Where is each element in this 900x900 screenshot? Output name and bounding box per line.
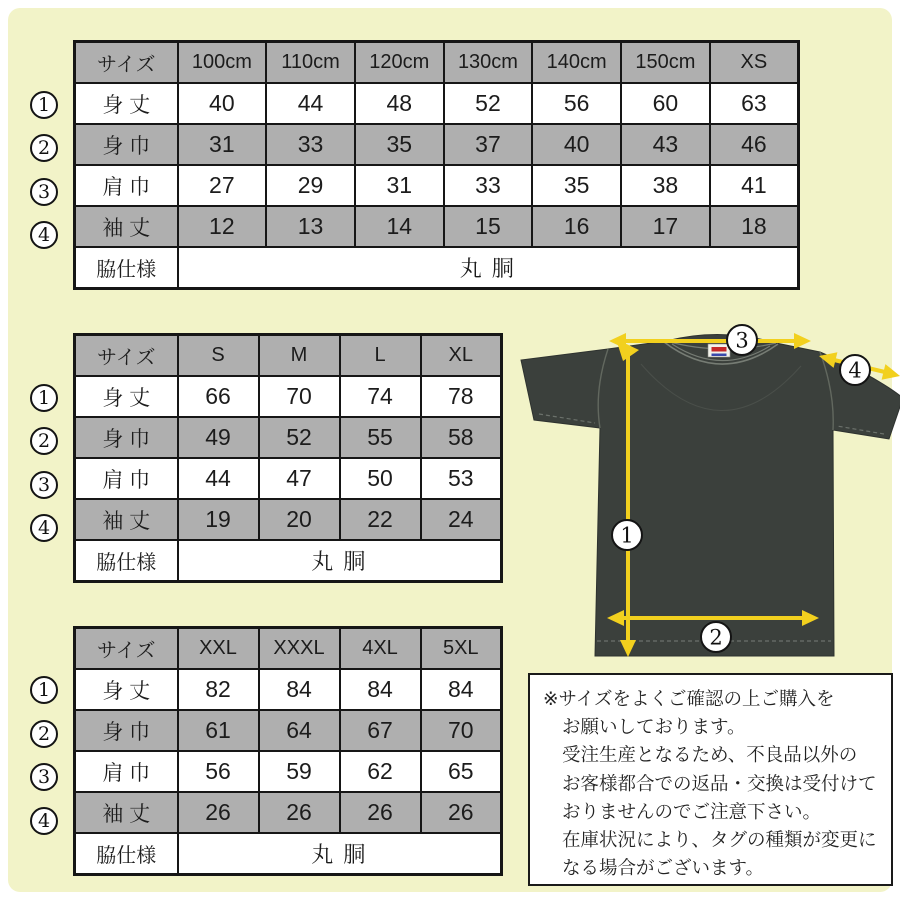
side-spec-value: 丸 胴 [178,540,502,582]
size-value: 26 [421,792,502,833]
row-label: 身 巾 [75,417,178,458]
size-value: 35 [355,124,444,165]
size-value: 35 [532,165,621,206]
column-header: 120cm [355,42,444,84]
size-value: 84 [259,669,340,710]
side-spec-label: 脇仕様 [75,247,178,289]
row-label: 身 丈 [75,83,178,124]
size-value: 82 [178,669,259,710]
size-value: 70 [259,376,340,417]
table-row [75,669,502,710]
size-value: 41 [710,165,799,206]
note-line: なる場合がございます。 [562,857,765,879]
size-chart-canvas [8,8,892,892]
table-row [75,206,799,247]
size-value: 27 [178,165,267,206]
row-label: 身 丈 [75,669,178,710]
collar-brand-tag [708,344,730,357]
size-value: 38 [621,165,710,206]
note-line: お客様都合での返品・交換は受付けて [562,772,877,794]
row-label: 袖 丈 [75,792,178,833]
column-header: 110cm [266,42,355,84]
column-header: 4XL [340,628,421,670]
column-header: 130cm [444,42,533,84]
row-marker-4: 4 [30,514,58,542]
size-value: 61 [178,710,259,751]
row-marker-1: 1 [30,384,58,412]
tshirt-image [521,334,900,656]
table-row [75,165,799,206]
size-value: 43 [621,124,710,165]
size-value: 19 [178,499,259,540]
size-value: 84 [421,669,502,710]
column-header: S [178,335,259,377]
tshirt-diagram [513,308,900,673]
svg-text:4: 4 [848,358,862,383]
size-value: 78 [421,376,502,417]
size-value: 55 [340,417,421,458]
purchase-note [528,673,893,886]
size-table-kids-to-xs [73,40,800,290]
size-value: 31 [178,124,267,165]
table-row [75,751,502,792]
size-value: 70 [421,710,502,751]
size-value: 56 [178,751,259,792]
row-label: 肩 巾 [75,165,178,206]
size-value: 29 [266,165,355,206]
size-value: 22 [340,499,421,540]
column-header: XS [710,42,799,84]
size-value: 62 [340,751,421,792]
row-marker-2: 2 [30,427,58,455]
size-value: 48 [355,83,444,124]
row-marker-1: 1 [30,676,58,704]
size-value: 52 [259,417,340,458]
table-kids-to-xs [73,40,800,290]
size-value: 15 [444,206,533,247]
table-row [75,417,502,458]
marker-3-on-shirt [727,325,757,355]
size-header-cell: サイズ [75,628,178,670]
size-value: 63 [710,83,799,124]
size-value: 40 [178,83,267,124]
size-value: 26 [259,792,340,833]
size-value: 67 [340,710,421,751]
row-label: 肩 巾 [75,458,178,499]
column-header: XXL [178,628,259,670]
row-marker-4: 4 [30,807,58,835]
side-spec-row [75,540,502,582]
table-s-to-xl [73,333,503,583]
size-value: 52 [444,83,533,124]
size-value: 37 [444,124,533,165]
size-value: 49 [178,417,259,458]
size-table-xxl-to-5xl [73,626,503,876]
size-value: 66 [178,376,259,417]
size-value: 26 [340,792,421,833]
size-value: 44 [178,458,259,499]
size-value: 47 [259,458,340,499]
row-marker-3: 3 [30,763,58,791]
row-label: 肩 巾 [75,751,178,792]
size-value: 56 [532,83,621,124]
row-marker-3: 3 [30,471,58,499]
size-value: 46 [710,124,799,165]
table-row [75,792,502,833]
note-line: 受注生産となるため、不良品以外の [562,744,858,766]
marker-4-on-shirt [840,355,870,385]
size-value: 13 [266,206,355,247]
column-header: 150cm [621,42,710,84]
side-spec-label: 脇仕様 [75,833,178,875]
table-row [75,376,502,417]
column-header: 140cm [532,42,621,84]
side-spec-row [75,247,799,289]
table-xxl-to-5xl [73,626,503,876]
table-row [75,499,502,540]
row-marker-3: 3 [30,178,58,206]
table-row [75,83,799,124]
size-header-cell: サイズ [75,42,178,84]
row-marker-1: 1 [30,91,58,119]
size-value: 26 [178,792,259,833]
svg-text:1: 1 [620,523,634,548]
size-value: 44 [266,83,355,124]
size-value: 16 [532,206,621,247]
size-value: 17 [621,206,710,247]
size-value: 58 [421,417,502,458]
table-row [75,124,799,165]
size-value: 33 [444,165,533,206]
row-marker-2: 2 [30,720,58,748]
column-header: 5XL [421,628,502,670]
size-value: 20 [259,499,340,540]
side-spec-value: 丸 胴 [178,247,799,289]
marker-1-on-shirt [612,520,642,550]
svg-text:2: 2 [709,625,723,650]
column-header: L [340,335,421,377]
row-label: 身 丈 [75,376,178,417]
size-value: 74 [340,376,421,417]
size-value: 64 [259,710,340,751]
column-header: XXXL [259,628,340,670]
row-label: 袖 丈 [75,499,178,540]
row-label: 袖 丈 [75,206,178,247]
side-spec-value: 丸 胴 [178,833,502,875]
table-row [75,458,502,499]
size-value: 18 [710,206,799,247]
row-marker-2: 2 [30,134,58,162]
svg-text:3: 3 [735,328,749,353]
marker-2-on-shirt [701,622,731,652]
size-table-s-to-xl [73,333,503,583]
note-line: おりませんのでご注意下さい。 [562,800,822,822]
size-value: 65 [421,751,502,792]
side-spec-label: 脇仕様 [75,540,178,582]
note-line: お願いしております。 [562,716,746,738]
note-line: 在庫状況により、タグの種類が変更に [562,829,877,851]
table-row [75,710,502,751]
size-value: 40 [532,124,621,165]
column-header: 100cm [178,42,267,84]
column-header: XL [421,335,502,377]
size-value: 53 [421,458,502,499]
size-value: 60 [621,83,710,124]
size-value: 31 [355,165,444,206]
size-header-cell: サイズ [75,335,178,377]
size-value: 12 [178,206,267,247]
size-value: 33 [266,124,355,165]
side-spec-row [75,833,502,875]
note-line: ※サイズをよくご確認の上ご購入を [543,688,835,709]
size-value: 84 [340,669,421,710]
size-value: 50 [340,458,421,499]
row-marker-4: 4 [30,221,58,249]
size-value: 59 [259,751,340,792]
size-value: 24 [421,499,502,540]
row-label: 身 巾 [75,710,178,751]
column-header: M [259,335,340,377]
row-label: 身 巾 [75,124,178,165]
size-value: 14 [355,206,444,247]
